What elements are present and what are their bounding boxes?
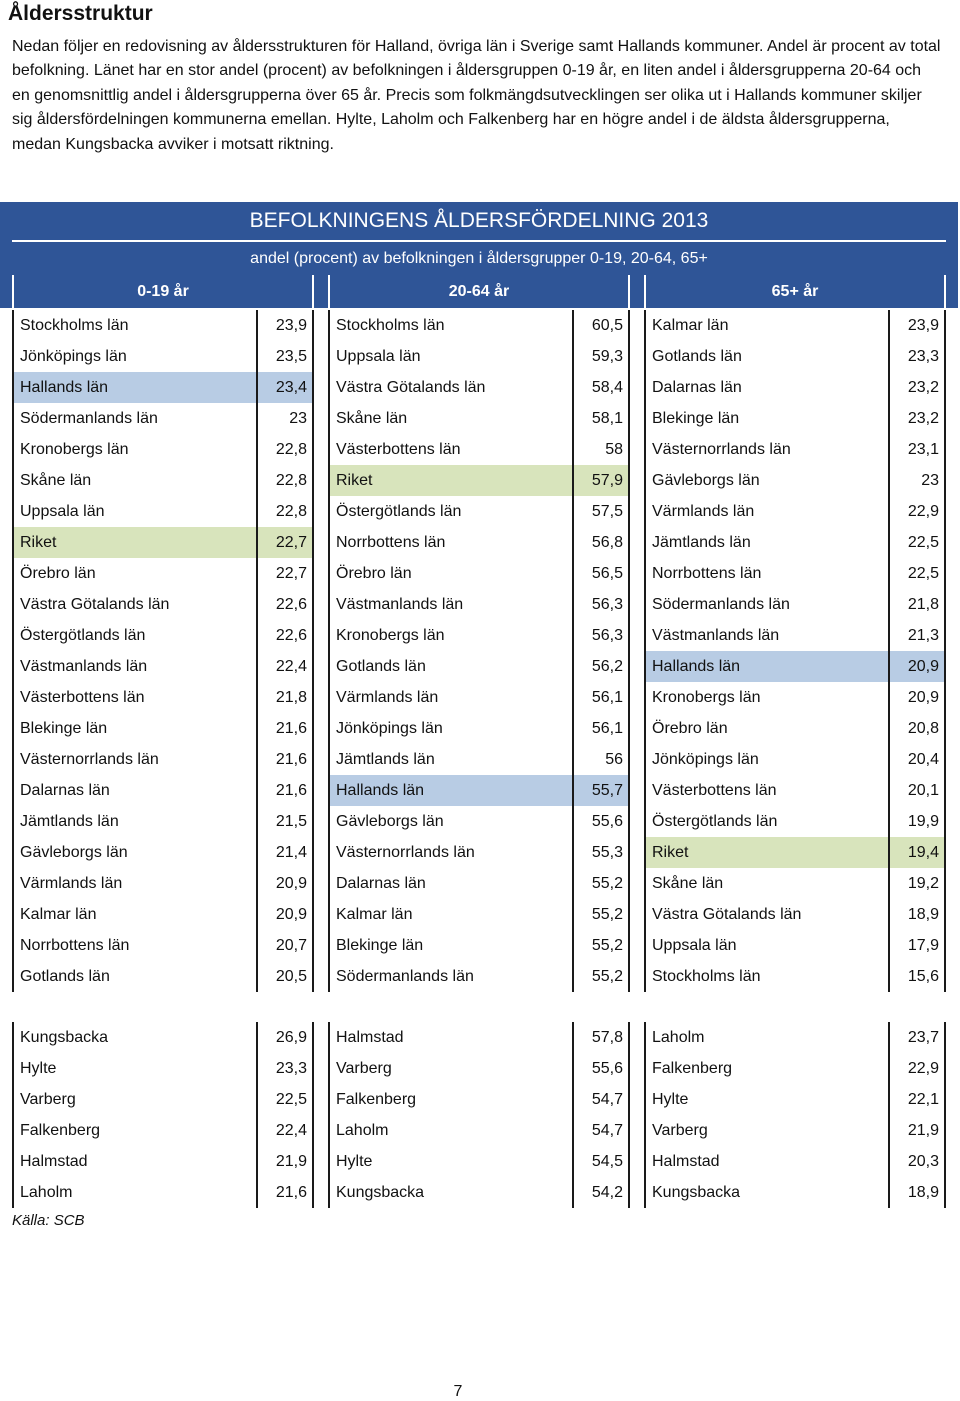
row-label: Värmlands län [20, 875, 123, 892]
row-value: 23,2 [907, 410, 939, 427]
row-label: Falkenberg [20, 1122, 101, 1139]
row-label: Skåne län [336, 410, 408, 427]
row-value: 22,5 [907, 534, 939, 551]
table-row [330, 527, 628, 558]
table-title: BEFOLKNINGENS ÅLDERSFÖRDELNING 2013 [249, 209, 709, 232]
row-value: 21,8 [907, 596, 939, 613]
table-row [14, 310, 312, 341]
table-row [646, 1053, 944, 1084]
row-label: Jämtlands län [336, 751, 435, 768]
row-value: 21,4 [275, 844, 307, 861]
row-label: Varberg [336, 1060, 392, 1077]
row-value: 23,3 [907, 348, 939, 365]
row-label: Kungsbacka [20, 1029, 109, 1046]
table-row [14, 372, 312, 403]
row-label: Laholm [20, 1184, 73, 1201]
table-row [330, 620, 628, 651]
table-row [330, 930, 628, 961]
row-value: 20,8 [907, 720, 939, 737]
table-row [14, 682, 312, 713]
row-value: 19,4 [907, 844, 939, 861]
row-label: Västmanlands län [20, 658, 148, 675]
row-label: Falkenberg [336, 1091, 417, 1108]
table-row [14, 899, 312, 930]
row-label: Kungsbacka [336, 1184, 425, 1201]
row-value: 23,1 [907, 441, 939, 458]
row-value: 20,5 [275, 968, 307, 985]
row-label: Gotlands län [336, 658, 426, 675]
row-label: Gotlands län [652, 348, 742, 365]
table-row [14, 496, 312, 527]
row-label: Västerbottens län [336, 441, 461, 458]
row-label: Riket [20, 534, 57, 551]
row-value: 58,1 [591, 410, 623, 427]
row-label: Kalmar län [20, 906, 97, 923]
row-value: 19,9 [907, 813, 939, 830]
row-value: 18,9 [907, 906, 939, 923]
table-row [646, 310, 944, 341]
table-row [330, 1022, 628, 1053]
row-label: Västernorrlands län [20, 751, 159, 768]
row-value: 54,5 [591, 1153, 623, 1170]
row-label: Östergötlands län [652, 813, 778, 830]
row-label: Uppsala län [652, 937, 737, 954]
table-row [14, 403, 312, 434]
row-value: 57,8 [591, 1029, 623, 1046]
column-header-65-plus: 65+ år [644, 275, 946, 308]
row-label: Kungsbacka [652, 1184, 741, 1201]
row-label: Västmanlands län [336, 596, 464, 613]
row-value: 22,7 [275, 534, 307, 551]
row-label: Dalarnas län [652, 379, 742, 396]
table-row [646, 1115, 944, 1146]
row-value: 22,8 [275, 472, 307, 489]
row-value: 22,1 [907, 1091, 939, 1108]
row-value: 22,8 [275, 441, 307, 458]
page-heading: Åldersstruktur [8, 2, 153, 25]
row-label: Stockholms län [336, 317, 445, 334]
table-row [330, 1084, 628, 1115]
table-row [14, 713, 312, 744]
table-row [646, 620, 944, 651]
table-row [646, 837, 944, 868]
row-label: Östergötlands län [20, 627, 146, 644]
table-row [330, 372, 628, 403]
table-row [330, 744, 628, 775]
row-label: Södermanlands län [336, 968, 474, 985]
row-value: 21,3 [907, 627, 939, 644]
row-label: Riket [652, 844, 689, 861]
row-label: Hallands län [652, 658, 741, 675]
row-value: 55,7 [591, 782, 623, 799]
table-row [14, 1146, 312, 1177]
row-value: 19,2 [907, 875, 939, 892]
column-divider [888, 310, 890, 992]
row-value: 22,6 [275, 627, 307, 644]
row-label: Uppsala län [336, 348, 421, 365]
row-label: Riket [336, 472, 373, 489]
row-value: 23,7 [907, 1029, 939, 1046]
table-row [330, 806, 628, 837]
column-header-0-19: 0-19 år [12, 275, 314, 308]
row-value: 18,9 [907, 1184, 939, 1201]
table-row [14, 1084, 312, 1115]
row-label: Varberg [652, 1122, 708, 1139]
row-label: Jönköpings län [336, 720, 443, 737]
table-row [646, 434, 944, 465]
table-row [330, 1115, 628, 1146]
row-value: 21,6 [275, 1184, 307, 1201]
row-value: 20,9 [907, 658, 939, 675]
row-value: 56,1 [591, 689, 623, 706]
table-row [330, 434, 628, 465]
table-row [330, 589, 628, 620]
table-row [646, 775, 944, 806]
row-label: Gävleborgs län [20, 844, 128, 861]
table-row [14, 620, 312, 651]
row-label: Stockholms län [20, 317, 129, 334]
county-column-65-plus [644, 310, 946, 992]
row-value: 60,5 [591, 317, 623, 334]
table-row [14, 868, 312, 899]
row-value: 56,3 [591, 627, 623, 644]
row-label: Gävleborgs län [336, 813, 444, 830]
row-label: Värmlands län [652, 503, 755, 520]
row-value: 54,7 [591, 1091, 623, 1108]
row-value: 21,6 [275, 720, 307, 737]
row-value: 57,5 [591, 503, 623, 520]
row-label: Gävleborgs län [652, 472, 760, 489]
table-row [330, 713, 628, 744]
row-label: Halmstad [20, 1153, 88, 1170]
row-label: Västerbottens län [652, 782, 777, 799]
table-row [14, 837, 312, 868]
row-label: Västerbottens län [20, 689, 145, 706]
table-row [14, 434, 312, 465]
row-label: Jönköpings län [20, 348, 127, 365]
table-row [646, 713, 944, 744]
table-subtitle: andel (procent) av befolkningen i åldersgrupper 0-19, 20-64, 65+ [12, 240, 946, 273]
row-value: 15,6 [907, 968, 939, 985]
column-header-20-64: 20-64 år [328, 275, 630, 308]
row-label: Västernorrlands län [652, 441, 791, 458]
table-row [646, 558, 944, 589]
row-label: Halmstad [336, 1029, 404, 1046]
table-row [330, 868, 628, 899]
row-value: 23,9 [275, 317, 307, 334]
table-row [330, 465, 628, 496]
table-row [646, 1146, 944, 1177]
table-row [14, 465, 312, 496]
row-value: 56,5 [591, 565, 623, 582]
row-label: Jönköpings län [652, 751, 759, 768]
row-value: 57,9 [591, 472, 623, 489]
row-label: Västra Götalands län [20, 596, 170, 613]
table-row [330, 775, 628, 806]
row-value: 17,9 [907, 937, 939, 954]
table-row [14, 775, 312, 806]
table-row [646, 1177, 944, 1208]
row-label: Blekinge län [20, 720, 108, 737]
row-label: Jämtlands län [20, 813, 119, 830]
row-label: Örebro län [336, 565, 412, 582]
row-value: 56,3 [591, 596, 623, 613]
row-value: 23,9 [907, 317, 939, 334]
table-row [330, 403, 628, 434]
table-row [330, 899, 628, 930]
table-row [646, 868, 944, 899]
row-label: Hylte [336, 1153, 373, 1170]
row-label: Laholm [652, 1029, 705, 1046]
row-value: 22,7 [275, 565, 307, 582]
row-value: 21,9 [907, 1122, 939, 1139]
municipality-column-20-64 [328, 1022, 630, 1208]
row-label: Skåne län [20, 472, 92, 489]
column-divider [572, 310, 574, 992]
column-divider [256, 1022, 258, 1208]
row-value: 22,4 [275, 1122, 307, 1139]
row-value: 22,9 [907, 503, 939, 520]
table-row [14, 527, 312, 558]
table-row [646, 1084, 944, 1115]
row-value: 23,4 [275, 379, 307, 396]
row-label: Kalmar län [336, 906, 413, 923]
row-label: Halmstad [652, 1153, 720, 1170]
row-value: 23,3 [275, 1060, 307, 1077]
table-row [330, 682, 628, 713]
row-label: Gotlands län [20, 968, 110, 985]
row-value: 55,2 [591, 875, 623, 892]
row-label: Kronobergs län [652, 689, 761, 706]
table-row [646, 465, 944, 496]
table-row [14, 1022, 312, 1053]
row-value: 20,9 [275, 875, 307, 892]
row-label: Laholm [336, 1122, 389, 1139]
table-row [646, 1022, 944, 1053]
table-row [330, 1146, 628, 1177]
table-row [330, 496, 628, 527]
row-value: 55,6 [591, 813, 623, 830]
row-value: 22,5 [275, 1091, 307, 1108]
row-label: Värmlands län [336, 689, 439, 706]
row-label: Jämtlands län [652, 534, 751, 551]
table-row [646, 589, 944, 620]
table-row [330, 961, 628, 992]
table-row [14, 1053, 312, 1084]
table-row [14, 744, 312, 775]
row-value: 20,3 [907, 1153, 939, 1170]
row-label: Blekinge län [336, 937, 424, 954]
table-row [646, 744, 944, 775]
municipality-column-65-plus [644, 1022, 946, 1208]
row-value: 20,1 [907, 782, 939, 799]
table-row [646, 372, 944, 403]
table-row [14, 589, 312, 620]
row-label: Skåne län [652, 875, 724, 892]
table-row [646, 806, 944, 837]
row-value: 55,6 [591, 1060, 623, 1077]
table-row [14, 341, 312, 372]
row-label: Hylte [20, 1060, 57, 1077]
table-row [646, 961, 944, 992]
table-row [646, 682, 944, 713]
row-label: Södermanlands län [652, 596, 790, 613]
intro-paragraph: Nedan följer en redovisning av åldersstrukturen för Halland, övriga län i Sverige samt Hallands kommuner. Andel är procent av total befolkning. Länet har en stor andel (procent) av befolkningen i åldersgruppen 0-19 år, en liten andel i åldersgrupperna 20-64 och en genomsnittlig andel i åldersgrupperna över 65 år. Precis som folkmängdsutvecklingen ser olika ut i Hallands kommuner skiljer sig åldersfördelningen kommunerna emellan. Hylte, Laholm och Falkenberg har en högre andel i de äldsta åldersgrupperna, medan Kungsbacka avviker i motsatt riktning. [12, 38, 941, 153]
row-value: 59,3 [591, 348, 623, 365]
table-row [646, 496, 944, 527]
row-value: 56,2 [591, 658, 623, 675]
row-value: 26,9 [275, 1029, 307, 1046]
table-row [14, 961, 312, 992]
row-value: 23 [921, 472, 939, 489]
table-row [646, 341, 944, 372]
table-row [330, 1177, 628, 1208]
row-value: 22,5 [907, 565, 939, 582]
row-label: Dalarnas län [20, 782, 110, 799]
column-divider [888, 1022, 890, 1208]
table-row [14, 1115, 312, 1146]
row-value: 56 [605, 751, 623, 768]
row-label: Kalmar län [652, 317, 729, 334]
row-label: Västra Götalands län [652, 906, 802, 923]
row-value: 55,2 [591, 906, 623, 923]
row-label: Norrbottens län [20, 937, 130, 954]
row-label: Hallands län [336, 782, 425, 799]
table-row [14, 930, 312, 961]
table-row [14, 806, 312, 837]
row-label: Norrbottens län [652, 565, 762, 582]
row-value: 22,9 [907, 1060, 939, 1077]
county-column-20-64 [328, 310, 630, 992]
row-label: Stockholms län [652, 968, 761, 985]
table-row [330, 341, 628, 372]
row-label: Östergötlands län [336, 503, 462, 520]
row-value: 58 [605, 441, 623, 458]
row-label: Örebro län [652, 720, 728, 737]
table-row [330, 651, 628, 682]
row-value: 23,2 [907, 379, 939, 396]
row-label: Hallands län [20, 379, 109, 396]
row-label: Örebro län [20, 565, 96, 582]
row-value: 58,4 [591, 379, 623, 396]
row-label: Kronobergs län [20, 441, 129, 458]
row-value: 21,5 [275, 813, 307, 830]
row-label: Norrbottens län [336, 534, 446, 551]
table-row [14, 1177, 312, 1208]
row-label: Falkenberg [652, 1060, 733, 1077]
row-value: 21,6 [275, 751, 307, 768]
row-value: 55,3 [591, 844, 623, 861]
county-column-0-19 [12, 310, 314, 992]
column-divider [572, 1022, 574, 1208]
row-label: Västernorrlands län [336, 844, 475, 861]
row-value: 21,6 [275, 782, 307, 799]
source-note: Källa: SCB [12, 1212, 85, 1229]
table-row [14, 558, 312, 589]
row-label: Uppsala län [20, 503, 105, 520]
row-label: Västmanlands län [652, 627, 780, 644]
row-label: Dalarnas län [336, 875, 426, 892]
table-row [330, 1053, 628, 1084]
row-value: 56,8 [591, 534, 623, 551]
row-label: Varberg [20, 1091, 76, 1108]
row-value: 23,5 [275, 348, 307, 365]
table-row [330, 558, 628, 589]
municipality-column-0-19 [12, 1022, 314, 1208]
table-row [330, 310, 628, 341]
row-label: Kronobergs län [336, 627, 445, 644]
row-value: 20,9 [907, 689, 939, 706]
row-value: 21,9 [275, 1153, 307, 1170]
column-divider [256, 310, 258, 992]
row-value: 56,1 [591, 720, 623, 737]
table-row [646, 527, 944, 558]
row-value: 20,9 [275, 906, 307, 923]
row-value: 22,4 [275, 658, 307, 675]
row-label: Hylte [652, 1091, 689, 1108]
row-label: Västra Götalands län [336, 379, 486, 396]
row-value: 55,2 [591, 937, 623, 954]
table-row [646, 403, 944, 434]
row-value: 22,8 [275, 503, 307, 520]
table-row [646, 930, 944, 961]
table-row [14, 651, 312, 682]
row-value: 20,4 [907, 751, 939, 768]
page-number: 7 [453, 1383, 463, 1400]
row-value: 54,7 [591, 1122, 623, 1139]
row-value: 55,2 [591, 968, 623, 985]
table-row [646, 899, 944, 930]
table-row [330, 837, 628, 868]
row-label: Södermanlands län [20, 410, 158, 427]
row-value: 54,2 [591, 1184, 623, 1201]
row-value: 21,8 [275, 689, 307, 706]
row-value: 22,6 [275, 596, 307, 613]
table-row [646, 651, 944, 682]
row-value: 23 [289, 410, 307, 427]
row-label: Blekinge län [652, 410, 740, 427]
row-value: 20,7 [275, 937, 307, 954]
